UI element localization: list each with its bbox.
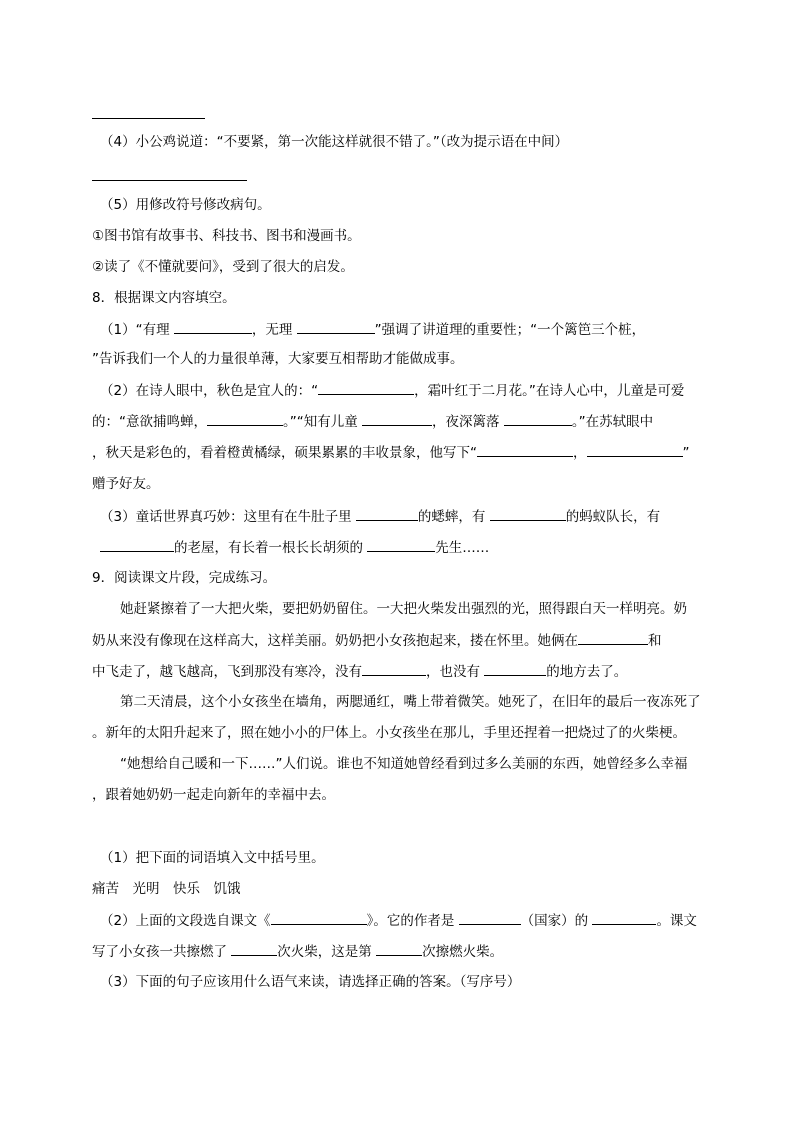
q9-item-1: （1）把下面的词语填入文中括号里。 <box>100 850 325 866</box>
q8-item-2-line1: （2）在诗人眼中，秋色是宜人的：“ ，霜叶红于二月花。”在诗人心中，儿童是可爱 <box>100 380 684 401</box>
fill-blank[interactable] <box>271 910 367 925</box>
bracket-blank[interactable] <box>484 661 546 676</box>
q9-item-3: （3）下面的句子应该用什么语气来读，请选择正确的答案。（写序号） <box>100 974 521 990</box>
q8-item-3-line2: 的老屋，有长着一根长长胡须的 先生…… <box>100 537 489 558</box>
passage-para1-line3: 中飞走了，越飞越高，飞到那没有寒冷，没有 ，也没有 的地方去了。 <box>92 661 627 682</box>
q8-item-3-line1: （3）童话世界真巧妙：这里有在牛肚子里 的蟋蟀，有 的蚂蚁队长，有 <box>100 506 660 527</box>
fill-blank[interactable] <box>592 910 656 925</box>
q8-item-2-line2: 的：“意欲捕鸣蝉， 。”“知有儿童 ，夜深篱落 。”在苏轼眼中 <box>92 411 653 432</box>
fill-blank[interactable] <box>504 411 572 426</box>
passage-para2-line1: 第二天清晨，这个小女孩坐在墙角，两腮通红，嘴上带着微笑。她死了，在旧年的最后一夜冻死了 <box>120 694 701 710</box>
bracket-blank[interactable] <box>362 661 426 676</box>
fill-blank[interactable] <box>367 537 435 552</box>
fill-blank[interactable] <box>100 537 174 552</box>
q7-item-5: （5）用修改符号修改病句。 <box>100 197 271 213</box>
fill-blank[interactable] <box>459 910 521 925</box>
q7-sentence-1: ①图书馆有故事书、科技书、图书和漫画书。 <box>92 228 361 244</box>
fill-blank[interactable] <box>490 506 566 521</box>
word-bank: 痛苦 光明 快乐 饥饿 <box>92 881 241 897</box>
bracket-blank[interactable] <box>578 630 648 645</box>
passage-para3-line1: “她想给自己暖和一下……”人们说。谁也不知道她曾经看到过多么美丽的东西，她曾经多么幸福 <box>120 756 688 772</box>
q8-title: 8．根据课文内容填空。 <box>92 290 236 306</box>
q7-sentence-2: ②读了《不懂就要问》，受到了很大的启发。 <box>92 259 354 275</box>
fill-blank[interactable] <box>477 442 573 457</box>
passage-para1-line2: 奶从来没有像现在这样高大，这样美丽。奶奶把小女孩抱起来，搂在怀里。她俩在 和 <box>92 630 662 651</box>
q8-item-2-line4: 赠予好友。 <box>92 476 160 492</box>
q8-item-1-line2: ”告诉我们一个人的力量很单薄，大家要互相帮助才能做成事。 <box>92 351 464 367</box>
answer-line <box>92 118 205 119</box>
q9-item-2-line1: （2）上面的文段选自课文《 》。它的作者是 （国家）的 。课文 <box>100 910 697 931</box>
q8-item-1-line1: （1）“有理 ，无理 ”强调了讲道理的重要性；“一个篱笆三个桩， <box>100 319 645 340</box>
passage-para1-line1: 她赶紧擦着了一大把火柴，要把奶奶留住。一大把火柴发出强烈的光，照得跟白天一样明亮。奶 <box>120 601 687 617</box>
fill-blank[interactable] <box>231 941 277 956</box>
q9-title: 9．阅读课文片段，完成练习。 <box>92 570 277 586</box>
fill-blank[interactable] <box>376 941 422 956</box>
passage-para3-line2: ，跟着她奶奶一起走向新年的幸福中去。 <box>92 787 335 803</box>
q8-item-2-line3: ，秋天是彩色的，看着橙黄橘绿，硕果累累的丰收景象，他写下“ ， ” <box>92 442 690 463</box>
passage-para2-line2: 。新年的太阳升起来了，照在她小小的尸体上。小女孩坐在那儿，手里还捏着一把烧过了的火柴梗。 <box>92 725 686 741</box>
q7-item-4: （4）小公鸡说道：“不要紧，第一次能这样就很不错了。”（改为提示语在中间） <box>100 134 569 150</box>
fill-blank[interactable] <box>297 319 375 334</box>
fill-blank[interactable] <box>207 411 283 426</box>
fill-blank[interactable] <box>587 442 683 457</box>
fill-blank[interactable] <box>362 411 432 426</box>
q9-item-2-line2: 写了小女孩一共擦燃了 次火柴，这是第 次擦燃火柴。 <box>92 941 503 962</box>
fill-blank[interactable] <box>174 319 252 334</box>
fill-blank[interactable] <box>318 380 414 395</box>
fill-blank[interactable] <box>356 506 418 521</box>
answer-line <box>92 180 247 181</box>
